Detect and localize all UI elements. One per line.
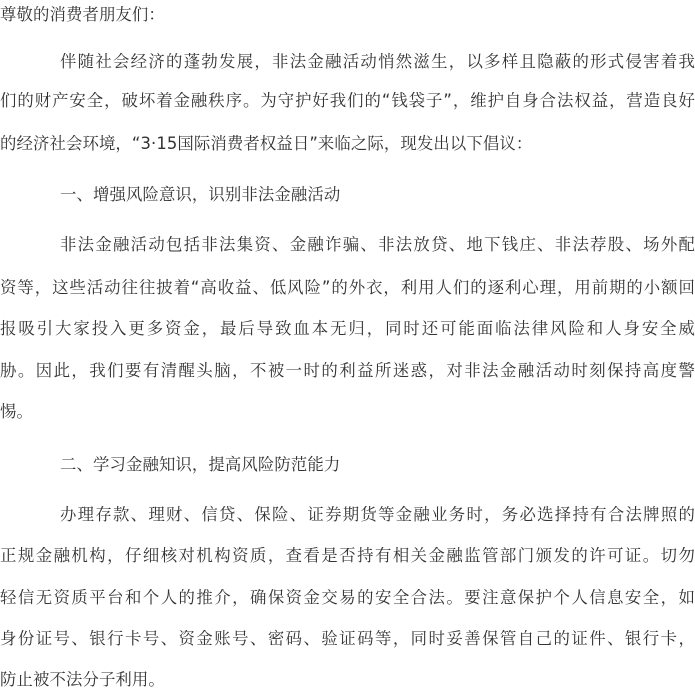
paragraph-line: 非法金融活动包括非法集资、金融诈骗、非法放贷、地下钱庄、非法荐股、场外配	[60, 235, 695, 254]
paragraph-line: 报吸引大家投入更多资金，最后导致血本无归，同时还可能面临法律风险和人身安全威	[0, 319, 695, 338]
paragraph-line: 惕。	[0, 402, 33, 421]
section-heading: 一、增强风险意识，识别非法金融活动	[60, 185, 341, 204]
paragraph-line: 伴随社会经济的蓬勃发展，非法金融活动悄然滋生，以多样且隐蔽的形式侵害着我	[60, 52, 695, 71]
paragraph-line: 防止被不法分子利用。	[0, 670, 165, 689]
paragraph-line: 胁。因此，我们要有清醒头脑，不被一时的利益所迷惑，对非法金融活动时刻保持高度警	[0, 361, 695, 380]
paragraph-line: 们的财产安全，破坏着金融秩序。为守护好我们的“钱袋子”，维护自身合法权益，营造良好	[0, 91, 695, 110]
paragraph-line: 正规金融机构，仔细核对机构资质，查看是否持有相关金融监管部门颁发的许可证。切勿	[0, 546, 695, 565]
paragraph-line: 的经济社会环境，“3·15国际消费者权益日”来临之际，现发出以下倡议：	[0, 134, 533, 153]
paragraph-line: 轻信无资质平台和个人的推介，确保资金交易的安全合法。要注意保护个人信息安全，如	[0, 588, 695, 607]
paragraph-line: 办理存款、理财、信贷、保险、证券期货等金融业务时，务必选择持有合法牌照的	[60, 505, 695, 524]
greeting-line: 尊敬的消费者朋友们：	[0, 5, 165, 24]
paragraph-line: 资等，这些活动往往披着“高收益、低风险”的外衣，利用人们的逐利心理，用前期的小额回	[0, 278, 695, 297]
paragraph-line: 身份证号、银行卡号、资金账号、密码、验证码等，同时妥善保管自己的证件、银行卡，	[0, 629, 695, 648]
section-heading: 二、学习金融知识，提高风险防范能力	[60, 455, 341, 474]
